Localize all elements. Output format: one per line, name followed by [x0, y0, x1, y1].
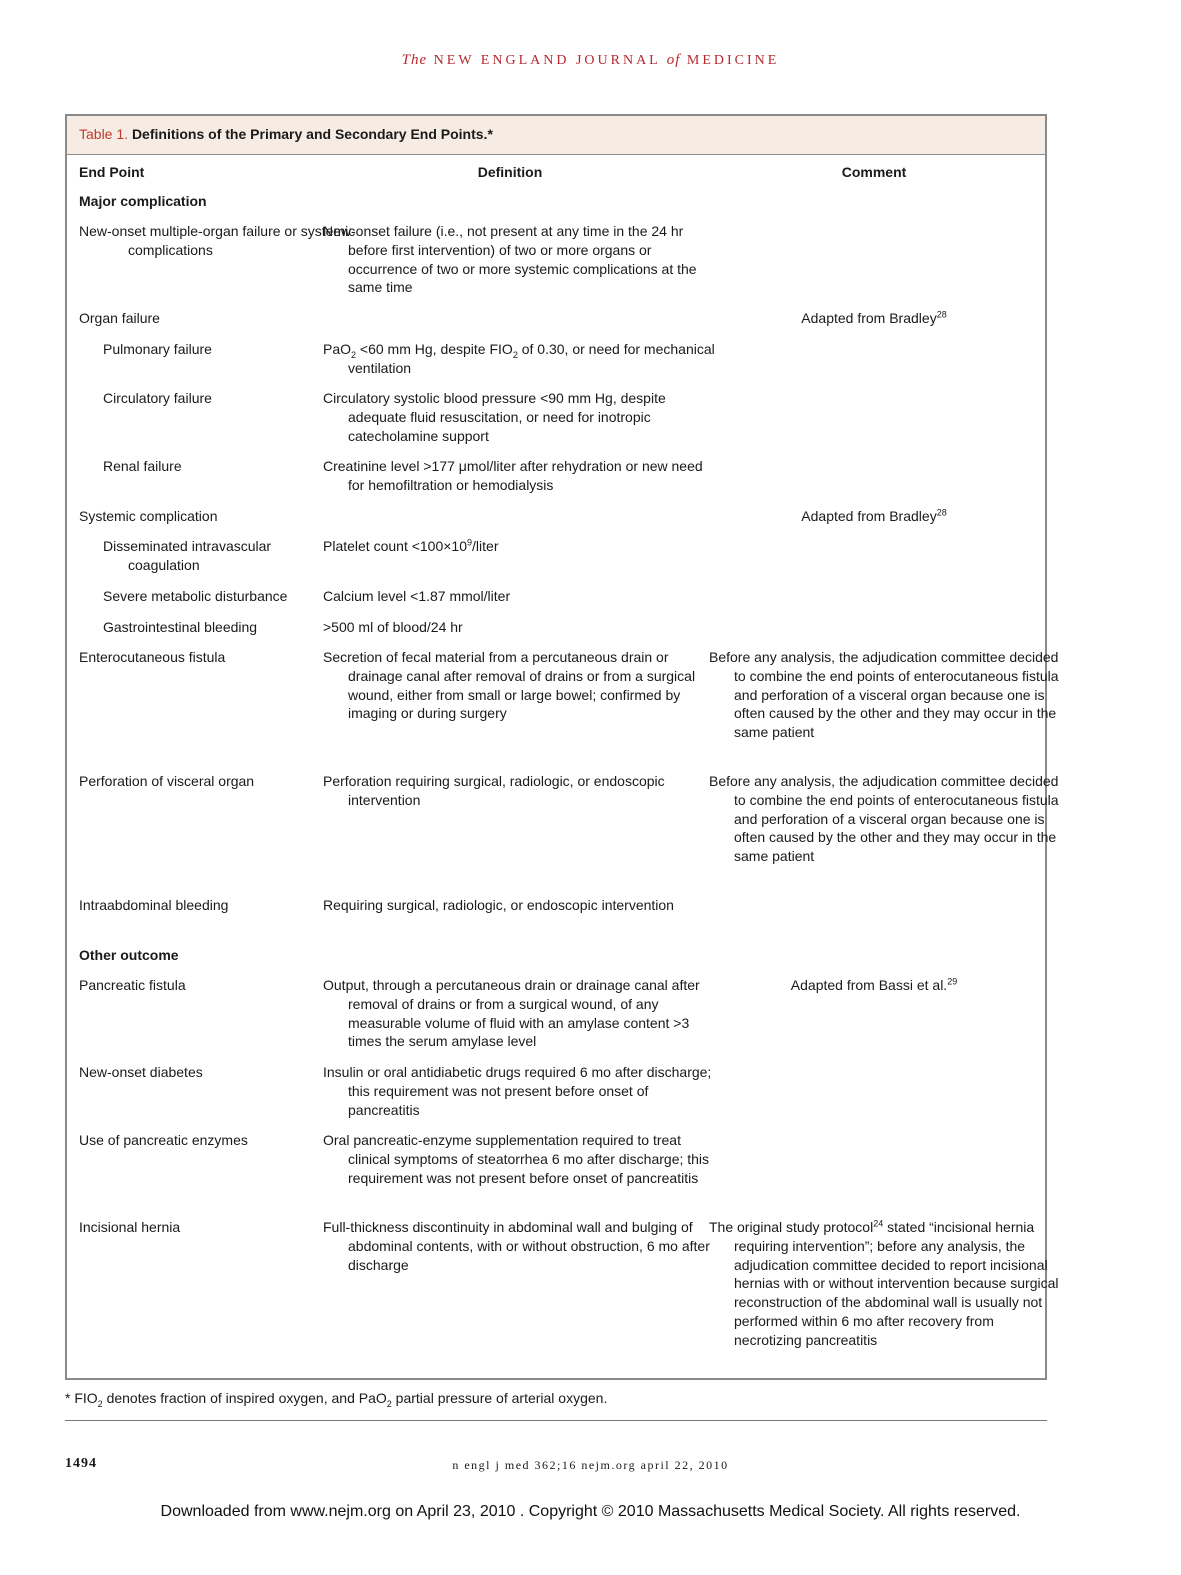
footnote-text: * FIO	[65, 1390, 98, 1406]
journal-medicine: MEDICINE	[686, 53, 780, 68]
end-point-multiple-organ-failure: New-onset multiple-organ failure or systemic complications	[79, 223, 356, 258]
end-point-gi-bleeding: Gastrointestinal bleeding	[103, 619, 258, 635]
comment-text: The original study protocol	[709, 1219, 874, 1235]
end-point-circulatory-failure: Circulatory failure	[103, 390, 212, 406]
superscript: 9	[467, 537, 473, 548]
definition-text: /liter	[472, 538, 499, 554]
definition-text: of 0.30, or need for mechanical ventilation	[348, 341, 715, 376]
subscript: 2	[512, 349, 518, 360]
end-point-perforation: Perforation of visceral organ	[79, 773, 255, 789]
comment-text: Adapted from Bassi et al.	[790, 977, 948, 993]
definition-gi-bleeding: >500 ml of blood/24 hr	[323, 619, 463, 635]
end-point-incisional-hernia: Incisional hernia	[79, 1219, 181, 1235]
definition-enterocutaneous-fistula: Secretion of fecal material from a percutaneous drain or drainage canal after removal of drains or from a surgical wound, either from small or large bowel; confirmed by imaging or during surgery	[323, 649, 696, 722]
comment-systemic-complication	[709, 507, 1039, 526]
table-caption	[79, 126, 493, 142]
definition-pancreatic-enzymes: Oral pancreatic-enzyme supplementation required to treat clinical symptoms of steatorrhea 6 mo after discharge; this requirement was not present before onset of pancreatitis	[323, 1132, 710, 1186]
definition-perforation: Perforation requiring surgical, radiologic, or endoscopic intervention	[323, 773, 665, 808]
end-point-intraabdominal-bleeding: Intraabdominal bleeding	[79, 897, 229, 913]
column-header-definition: Definition	[477, 164, 543, 180]
end-point-enterocutaneous-fistula: Enterocutaneous fistula	[79, 649, 226, 665]
definition-circulatory-failure: Circulatory systolic blood pressure <90 mm Hg, despite adequate fluid resuscitation, or need for inotropic catecholamine support	[323, 390, 666, 444]
comment-pancreatic-fistula	[709, 976, 1039, 995]
journal-name: NEW ENGLAND JOURNAL	[433, 53, 661, 68]
definition-incisional-hernia: Full-thickness discontinuity in abdominal wall and bulging of abdominal contents, with or without obstruction, 6 mo after discharge	[323, 1219, 710, 1273]
download-notice: Downloaded from www.nejm.org on April 23, 2010 . Copyright © 2010 Massachusetts Medical Society. All rights reserved.	[160, 1503, 1021, 1520]
end-point-systemic-complication: Systemic complication	[79, 508, 218, 524]
comment-text: Adapted from Bradley	[801, 508, 937, 524]
comment-enterocutaneous-fistula: Before any analysis, the adjudication committee decided to combine the end points of enterocutaneous fistula and perforation of a visceral organ because one is often caused by the other and they may occur in the same patient	[709, 649, 1059, 741]
reference-superscript: 28	[936, 309, 947, 320]
definition-multiple-organ-failure: New-onset failure (i.e., not present at any time in the 24 hr before first intervention) of two or more organs or occurrence of two or more systemic complications at the same time	[323, 223, 697, 296]
definition-new-onset-diabetes: Insulin or oral antidiabetic drugs required 6 mo after discharge; this requirement was not present before onset of pancreatitis	[323, 1064, 712, 1118]
comment-text: stated “incisional hernia requiring intervention”; before any analysis, the adjudication committee decided to report incisional hernias with or without intervention because surgical reconstruction of the abdominal wall is usually not performed within 6 mo after recovery from necrotizing pancreatitis	[734, 1219, 1059, 1348]
section-other-outcome: Other outcome	[79, 947, 179, 963]
column-header-end-point: End Point	[79, 164, 145, 180]
end-point-pancreatic-enzymes: Use of pancreatic enzymes	[79, 1132, 248, 1148]
reference-superscript: 28	[936, 507, 947, 518]
footer-rule	[65, 1420, 1047, 1421]
comment-incisional-hernia	[709, 1218, 1064, 1350]
definition-text: Platelet count <100×10	[323, 538, 468, 554]
comment-text: Adapted from Bradley	[801, 310, 937, 326]
page-number: 1494	[65, 1456, 97, 1471]
journal-header	[0, 52, 1181, 69]
end-point-renal-failure: Renal failure	[103, 458, 182, 474]
definition-pancreatic-fistula: Output, through a percutaneous drain or drainage canal after removal of drains or from a surgical wound, of any measurable volume of fluid with an amylase content >3 times the serum amylase level	[323, 977, 700, 1050]
definition-metabolic-disturbance: Calcium level <1.87 mmol/liter	[323, 588, 511, 604]
end-point-metabolic-disturbance: Severe metabolic disturbance	[103, 588, 288, 604]
table-caption-bar	[67, 116, 1045, 155]
subscript: 2	[386, 1398, 392, 1409]
definition-dic	[323, 537, 722, 556]
journal-of: of	[666, 52, 681, 68]
end-point-pancreatic-fistula: Pancreatic fistula	[79, 977, 186, 993]
end-point-pulmonary-failure: Pulmonary failure	[103, 341, 212, 357]
journal-citation: n engl j med 362;16 nejm.org april 22, 2010	[452, 1458, 729, 1472]
definition-pulmonary-failure	[323, 340, 722, 378]
reference-superscript: 24	[873, 1218, 884, 1229]
definition-text: <60 mm Hg, despite FIO	[356, 341, 513, 357]
footnote-text: denotes fraction of inspired oxygen, and PaO	[102, 1390, 387, 1406]
definition-renal-failure: Creatinine level >177 μmol/liter after rehydration or new need for hemofiltration or hemodialysis	[323, 458, 703, 493]
footnote-text: partial pressure of arterial oxygen.	[391, 1390, 608, 1406]
end-point-organ-failure: Organ failure	[79, 310, 160, 326]
end-point-dic: Disseminated intravascular coagulation	[103, 538, 272, 573]
comment-perforation: Before any analysis, the adjudication committee decided to combine the end points of enterocutaneous fistula and perforation of a visceral organ because one is often caused by the other and they may occur in the same patient	[709, 773, 1059, 865]
comment-organ-failure	[709, 309, 1039, 328]
journal-the: The	[401, 52, 428, 68]
table-footnote	[65, 1390, 608, 1409]
definition-intraabdominal-bleeding: Requiring surgical, radiologic, or endoscopic intervention	[323, 897, 674, 913]
subscript: 2	[351, 349, 357, 360]
end-point-new-onset-diabetes: New-onset diabetes	[79, 1064, 203, 1080]
section-major-complication: Major complication	[79, 193, 207, 209]
table-title: Definitions of the Primary and Secondary End Points.*	[131, 126, 493, 142]
reference-superscript: 29	[947, 976, 958, 987]
subscript: 2	[97, 1398, 103, 1409]
definition-text: PaO	[323, 341, 352, 357]
table-label: Table 1.	[79, 126, 129, 142]
column-header-comment: Comment	[841, 164, 907, 180]
table-1	[65, 114, 1059, 1380]
